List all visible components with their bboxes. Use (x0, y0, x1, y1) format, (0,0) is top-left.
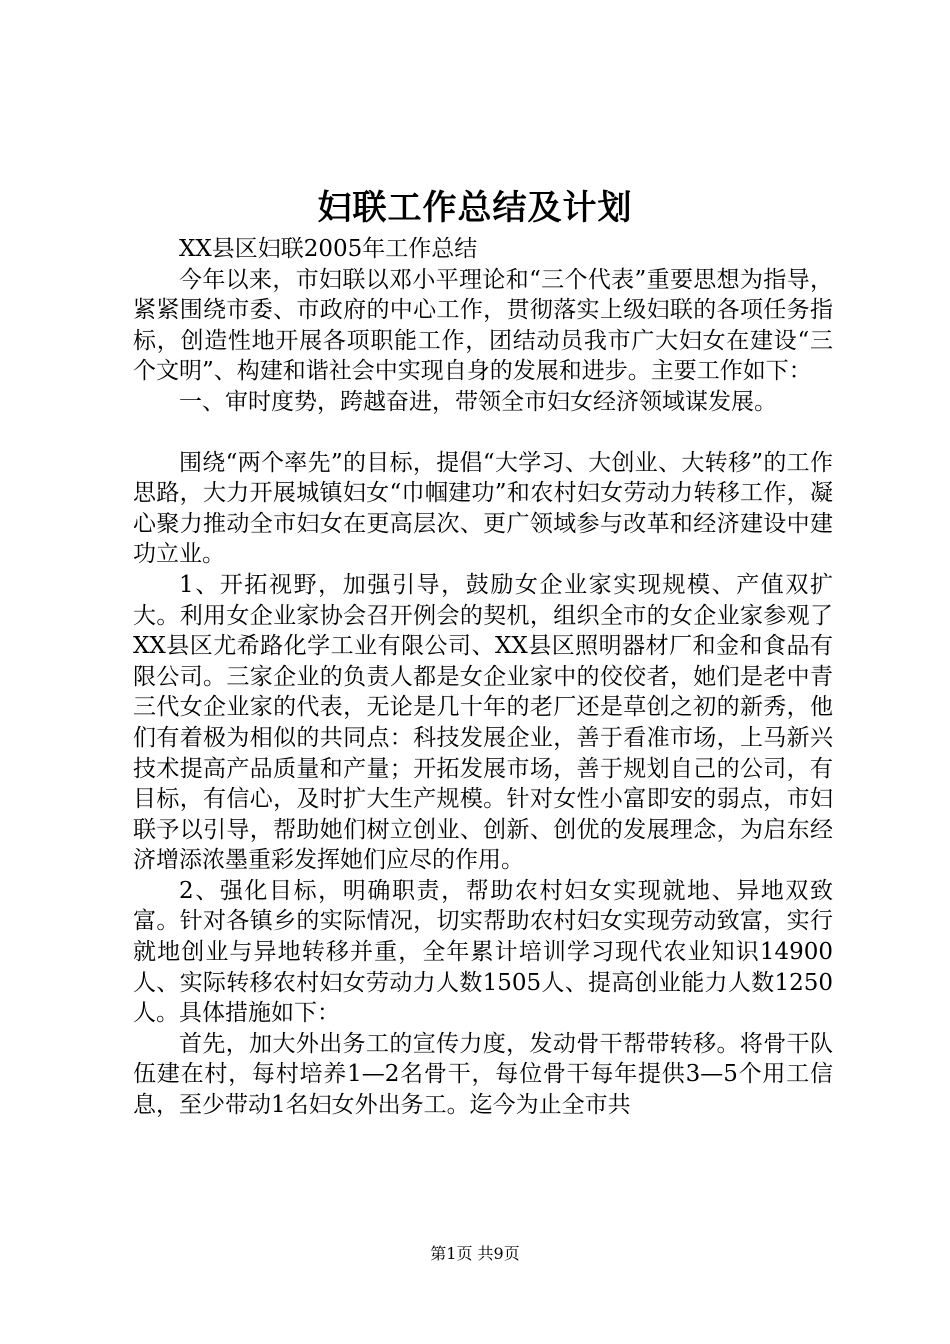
paragraph-intro: 今年以来，市妇联以邓小平理论和“三个代表”重要思想为指导，紧紧围绕市委、市政府的中心工作，贯彻落实上级妇联的各项任务指标，创造性地开展各项职能工作，团结动员我市广大妇女在建设“三个文明”、构建和谐社会中实现自身的发展和进步。主要工作如下： (133, 266, 833, 385)
document-title: 妇联工作总结及计划 (317, 188, 633, 228)
section-heading-1: 一、审时度势，跨越奋进，带领全市妇女经济领域谋发展。 (179, 388, 777, 415)
paragraph-item-1: 1、开拓视野，加强引导，鼓励女企业家实现规模、产值双扩大。利用女企业家协会召开例会的契机，组织全市的女企业家参观了XX县区尤希路化学工业有限公司、XX县区照明器材厂和金和食品有限公司。三家企业的负责人都是女企业家中的佼佼者，她们是老中青三代女企业家的代表，无论是几十年的老厂还是草创之初的新秀，他们有着极为相似的共同点：科技发展企业，善于看准市场，上马新兴技术提高产品质量和产量；开拓发展市场，善于规划自己的公司，有目标，有信心，及时扩大生产规模。针对女性小富即安的弱点，市妇联予以引导，帮助她们树立创业、创新、创优的发展理念，为启东经济增添浓墨重彩发挥她们应尽的作用。 (133, 571, 833, 874)
paragraph-measure-1: 首先，加大外出务工的宣传力度，发动骨干帮带转移。将骨干队伍建在村，每村培养1—2名骨干，每位骨干每年提供3—5个用工信息，至少带动1名妇女外出务工。迄今为止全市共 (133, 1030, 833, 1119)
paragraph-section-1: 围绕“两个率先”的目标，提倡“大学习、大创业、大转移”的工作思路，大力开展城镇妇女“巾帼建功”和农村妇女劳动力转移工作，凝心聚力推动全市妇女在更高层次、更广领域参与改革和经济建设中建功立业。 (133, 449, 833, 568)
paragraph-subtitle: XX县区妇联2005年工作总结 (179, 236, 478, 262)
document-body (133, 234, 833, 1121)
page-number: 第1页 共9页 (430, 1244, 520, 1263)
paragraph-item-2: 2、强化目标，明确职责，帮助农村妇女实现就地、异地双致富。针对各镇乡的实际情况，切实帮助农村妇女实现劳动致富，实行就地创业与异地转移并重，全年累计培训学习现代农业知识14900人、实际转移农村妇女劳动力人数1505人、提高创业能力人数1250人。具体措施如下： (133, 877, 833, 1027)
